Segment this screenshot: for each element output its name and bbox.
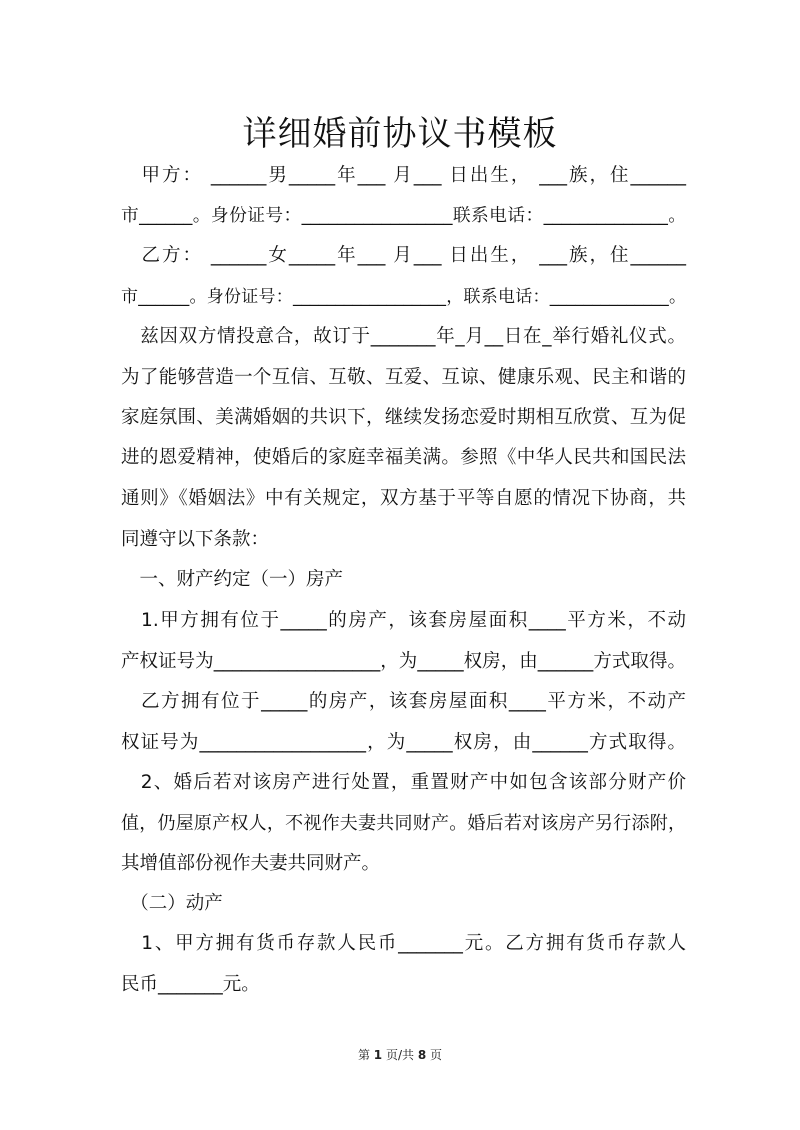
section-heading: 一、财产约定（一）房产: [121, 569, 344, 590]
body-line: 乙方： ______女_____年___ 月___ 日出生， ___族，住______: [121, 245, 686, 266]
body-line: 兹因双方情投意合，故订于_______年_月__日在_举行婚礼仪式。: [121, 326, 686, 347]
current-page-number: 1: [373, 1048, 383, 1062]
section-heading: （二）动产: [121, 893, 223, 914]
body-line: 乙方拥有位于_____的房产，该套房屋面积____平方米，不动产: [121, 691, 686, 712]
footer-prefix: 第: [357, 1048, 374, 1062]
body-line: 权证号为__________________，为_____权房，由______方式取得。: [121, 732, 686, 753]
body-line: 甲方： ______男_____年___ 月___ 日出生， ___族，住______: [121, 165, 686, 186]
body-line: 市______。身份证号：_________________联系电话：______________。: [121, 206, 686, 226]
page-footer: [0, 1046, 800, 1063]
body-line: 其增值部份视作夫妻共同财产。: [121, 853, 381, 874]
body-line: 通则》《婚姻法》中有关规定，双方基于平等自愿的情况下协商，共: [121, 488, 686, 509]
body-line: 1.甲方拥有位于_____的房产，该套房屋面积____平方米，不动: [121, 610, 686, 631]
body-line: 产权证号为__________________，为_____权房，由______方式取得。: [121, 651, 686, 672]
body-line: 市______。身份证号：__________________，联系电话：______________。: [121, 287, 686, 307]
footer-middle: 页/共: [382, 1048, 418, 1062]
document-title: 详细婚前协议书模板: [242, 114, 558, 154]
footer-suffix: 页: [426, 1048, 443, 1062]
body-line: 民币_______元。: [121, 974, 260, 995]
body-line: 为了能够营造一个互信、互敬、互爱、互谅、健康乐观、民主和谐的: [121, 367, 686, 388]
body-line: 家庭氛围、美满婚姻的共识下，继续发扬恋爱时期相互欣赏、互为促: [121, 407, 686, 428]
body-line: 同遵守以下条款：: [121, 529, 270, 550]
body-line: 进的恩爱精神，使婚后的家庭幸福美满。参照《中华人民共和国民法: [121, 447, 686, 468]
body-line: 2、婚后若对该房产进行处置，重置财产中如包含该部分财产价: [121, 772, 686, 793]
total-page-count: 8: [417, 1048, 427, 1062]
body-line: 1、甲方拥有货币存款人民币_______元。乙方拥有货币存款人: [121, 933, 686, 954]
body-line: 值，仍屋原产权人，不视作夫妻共同财产。婚后若对该房产另行添附，: [121, 813, 686, 834]
